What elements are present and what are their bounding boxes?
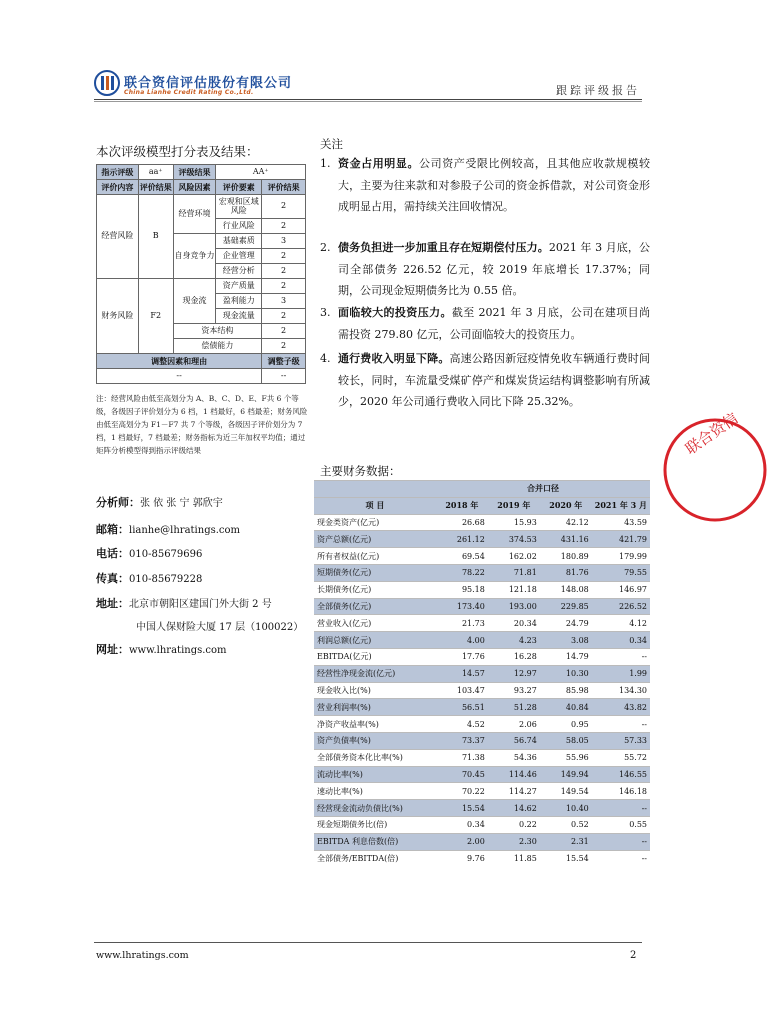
fax-line — [96, 570, 202, 586]
analysts-names: 张 依 张 宁 郭欣宇 — [140, 498, 223, 509]
table-row — [314, 682, 650, 699]
table-cell: 81.76 — [540, 564, 592, 581]
table-row — [314, 816, 650, 833]
table-cell: 173.40 — [436, 598, 488, 615]
table-cell: 企业管理 — [216, 249, 262, 264]
table-cell: 0.55 — [592, 816, 650, 833]
table-cell: 2 — [262, 339, 306, 354]
email-value[interactable]: lianhe@lhratings.com — [129, 525, 241, 536]
table-cell: 56.74 — [488, 732, 540, 749]
table-cell: 现金流量 — [216, 309, 262, 324]
fax-value: 010-85679228 — [129, 574, 203, 585]
table-cell: 149.54 — [540, 783, 592, 800]
table-cell: 11.85 — [488, 850, 540, 866]
table-cell: 73.37 — [436, 732, 488, 749]
table-cell: 12.97 — [488, 665, 540, 682]
table-cell: 合并口径 — [436, 481, 650, 498]
table-header-cell: 2021 年 3 月 — [592, 497, 650, 514]
table-cell: 自身竞争力 — [173, 234, 216, 279]
table-cell: 55.72 — [592, 749, 650, 766]
table-row — [314, 548, 650, 565]
table-cell: 16.28 — [488, 648, 540, 665]
table-cell: 26.68 — [436, 514, 488, 531]
attention-item — [320, 348, 650, 413]
email-line — [96, 521, 240, 537]
table-cell: 现金类资产(亿元) — [314, 514, 436, 531]
attention-item-heading: 资金占用明显。 — [338, 157, 420, 170]
company-name-en: China Lianhe Credit Rating Co.,Ltd. — [124, 89, 254, 96]
address-label: 地址： — [96, 597, 129, 610]
table-row — [97, 165, 306, 180]
table-cell: 162.02 — [488, 548, 540, 565]
table-row — [97, 279, 306, 294]
table-cell: 2 — [262, 264, 306, 279]
header-divider — [94, 99, 642, 100]
attention-item-heading: 面临较大的投资压力。 — [338, 306, 452, 319]
attention-item-text: 高速公路因新冠疫情免收车辆通行费时间较长，同时，车流量受煤矿停产和煤炭货运结构调整影响有所减少，2020 年公司通行费收入同比下降 25.32%。 — [338, 352, 651, 408]
table-cell: EBITDA(亿元) — [314, 648, 436, 665]
table-cell: 3.08 — [540, 632, 592, 649]
table-cell: 2 — [262, 279, 306, 294]
table-header-row — [314, 497, 650, 514]
table-cell: 70.45 — [436, 766, 488, 783]
table-cell: 基础素质 — [216, 234, 262, 249]
table-cell: 财务风险 — [97, 279, 139, 354]
company-logo-icon — [94, 70, 120, 96]
table-cell: 全部债务(亿元) — [314, 598, 436, 615]
table-row — [314, 716, 650, 733]
attention-item-text: 截至 2021 年 3 月底，公司在建项目尚需投资 279.80 亿元，公司面临较大的投资压力。 — [338, 306, 651, 341]
table-cell: 现金收入比(%) — [314, 682, 436, 699]
table-row — [314, 615, 650, 632]
table-cell: 2 — [262, 309, 306, 324]
table-row — [97, 195, 306, 219]
table-cell: 261.12 — [436, 531, 488, 548]
table-cell: 179.99 — [592, 548, 650, 565]
table-cell: 51.28 — [488, 699, 540, 716]
financial-data-table — [314, 480, 650, 866]
attention-item-number: 2. — [320, 241, 331, 254]
company-name-cn: 联合资信评估股份有限公司 — [124, 76, 293, 91]
attention-item-text: 公司资产受限比例较高，且其他应收款规模较大，主要为往来款和对参股子公司的资金拆借款，对公司资金形成明显占用，需持续关注回收情况。 — [338, 157, 651, 213]
table-cell: -- — [592, 850, 650, 866]
analysts-line — [96, 494, 223, 510]
analysts-label: 分析师： — [96, 496, 140, 509]
page-number: 2 — [630, 950, 637, 961]
financials-title: 主要财务数据： — [320, 464, 401, 478]
footer-divider — [94, 942, 642, 943]
table-cell: 4.12 — [592, 615, 650, 632]
table-cell: 全部债务资本化比率(%) — [314, 749, 436, 766]
table-cell: 短期债务(亿元) — [314, 564, 436, 581]
attention-title: 关注 — [320, 137, 343, 151]
table-cell: 10.40 — [540, 800, 592, 817]
table-cell: 15.54 — [540, 850, 592, 866]
table-cell: 148.08 — [540, 581, 592, 598]
table-cell: 193.00 — [488, 598, 540, 615]
financial-table-body — [314, 481, 650, 867]
table-cell: 14.57 — [436, 665, 488, 682]
company-seal-icon — [660, 409, 770, 525]
table-cell: 现金流 — [173, 279, 216, 324]
table-cell: 114.46 — [488, 766, 540, 783]
table-row — [314, 783, 650, 800]
attention-item — [320, 237, 650, 302]
phone-label: 电话： — [96, 547, 129, 560]
web-label: 网址： — [96, 643, 129, 656]
table-cell: 15.93 — [488, 514, 540, 531]
table-cell: 2 — [262, 219, 306, 234]
table-cell: 146.18 — [592, 783, 650, 800]
table-row — [314, 766, 650, 783]
table-cell: 评价结果 — [138, 180, 173, 195]
table-cell: 资产总额(亿元) — [314, 531, 436, 548]
table-cell: 2 — [262, 195, 306, 219]
table-cell: 2.31 — [540, 833, 592, 850]
attention-item-heading: 通行费收入明显下降。 — [338, 352, 450, 365]
table-cell: 经营分析 — [216, 264, 262, 279]
table-cell: 42.12 — [540, 514, 592, 531]
table-cell: 经营性净现金流(亿元) — [314, 665, 436, 682]
table-cell: 70.22 — [436, 783, 488, 800]
attention-item-number: 1. — [320, 157, 331, 170]
table-cell: 利润总额(亿元) — [314, 632, 436, 649]
table-cell: 2 — [262, 249, 306, 264]
table-cell: 2.06 — [488, 716, 540, 733]
table-cell: 3 — [262, 294, 306, 309]
table-cell: 114.27 — [488, 783, 540, 800]
table-cell: 速动比率(%) — [314, 783, 436, 800]
table-cell: 85.98 — [540, 682, 592, 699]
web-line — [96, 641, 227, 657]
attention-item — [320, 153, 650, 218]
table-cell: 评价内容 — [97, 180, 139, 195]
attention-item-heading: 债务负担进一步加重且存在短期偿付压力。 — [338, 241, 549, 254]
table-cell: 149.94 — [540, 766, 592, 783]
table-cell: 评价要素 — [216, 180, 262, 195]
table-cell: 2.00 — [436, 833, 488, 850]
table-cell: 0.52 — [540, 816, 592, 833]
table-cell: 4.00 — [436, 632, 488, 649]
table-cell: 长期债务(亿元) — [314, 581, 436, 598]
table-cell: -- — [592, 800, 650, 817]
table-cell: 盈利能力 — [216, 294, 262, 309]
address-line — [96, 595, 272, 611]
table-cell: 134.30 — [592, 682, 650, 699]
rating-model-table — [96, 164, 306, 384]
table-row — [314, 632, 650, 649]
table-cell: 20.34 — [488, 615, 540, 632]
table-cell: 421.79 — [592, 531, 650, 548]
table-cell: 180.89 — [540, 548, 592, 565]
table-cell: 79.55 — [592, 564, 650, 581]
email-label: 邮箱： — [96, 523, 129, 536]
table-row — [314, 481, 650, 498]
table-cell: 226.52 — [592, 598, 650, 615]
address-line-2: 中国人保财险大厦 17 层（100022） — [136, 622, 304, 633]
table-cell: 9.76 — [436, 850, 488, 866]
table-cell: 经营现金流动负债比(%) — [314, 800, 436, 817]
footer-url[interactable]: www.lhratings.com — [96, 950, 189, 961]
table-cell: -- — [592, 716, 650, 733]
table-cell: B — [138, 195, 173, 279]
table-cell: 14.62 — [488, 800, 540, 817]
table-cell: 调整因素和理由 — [97, 354, 262, 369]
table-cell: 43.59 — [592, 514, 650, 531]
web-value[interactable]: www.lhratings.com — [129, 645, 227, 656]
table-cell: 流动比率(%) — [314, 766, 436, 783]
table-header-cell: 2019 年 — [488, 497, 540, 514]
svg-text:联合资信: 联合资信 — [681, 409, 742, 459]
attention-item-number: 4. — [320, 352, 331, 365]
table-cell: -- — [97, 369, 262, 384]
table-cell: 58.05 — [540, 732, 592, 749]
table-cell: 10.30 — [540, 665, 592, 682]
table-cell: EBITDA 利息倍数(倍) — [314, 833, 436, 850]
table-row — [314, 598, 650, 615]
table-cell: 146.55 — [592, 766, 650, 783]
table-cell: 3 — [262, 234, 306, 249]
table-cell: 43.82 — [592, 699, 650, 716]
table-row — [314, 581, 650, 598]
table-cell: 0.22 — [488, 816, 540, 833]
table-cell: 营业利润率(%) — [314, 699, 436, 716]
table-cell: 69.54 — [436, 548, 488, 565]
table-cell: 57.33 — [592, 732, 650, 749]
table-cell: 24.79 — [540, 615, 592, 632]
table-cell: 55.96 — [540, 749, 592, 766]
table-cell: 调整子级 — [262, 354, 306, 369]
table-cell: F2 — [138, 279, 173, 354]
header-divider-thin — [94, 101, 642, 102]
model-footnote: 注：经营风险由低至高划分为 A、B、C、D、E、F共 6 个等级，各级因子评价划分为 6 档，1 档最好，6 档最差；财务风险由低至高划分为 F1－F7 共 7 个等级，各级因子评价划分为 7 档，1 档最好，7 档最差；财务指标为近三年加权平均值；通过矩阵分析模型得到指示评级结果 — [96, 394, 308, 455]
table-cell: 资产负债率(%) — [314, 732, 436, 749]
report-type-label: 跟踪评级报告 — [556, 84, 640, 97]
table-row — [97, 180, 306, 195]
phone-line — [96, 545, 202, 561]
table-cell: 4.52 — [436, 716, 488, 733]
table-row — [314, 531, 650, 548]
table-cell: 2 — [262, 324, 306, 339]
table-cell: 0.95 — [540, 716, 592, 733]
table-cell: 资本结构 — [173, 324, 262, 339]
attention-item-number: 3. — [320, 306, 331, 319]
table-row — [314, 833, 650, 850]
table-cell: 229.85 — [540, 598, 592, 615]
table-cell: 行业风险 — [216, 219, 262, 234]
table-row — [314, 699, 650, 716]
table-cell: 1.99 — [592, 665, 650, 682]
table-cell: -- — [592, 833, 650, 850]
table-cell: 374.53 — [488, 531, 540, 548]
table-cell: -- — [262, 369, 306, 384]
table-cell: 93.27 — [488, 682, 540, 699]
table-cell: 所有者权益(亿元) — [314, 548, 436, 565]
table-row — [314, 732, 650, 749]
model-section-title: 本次评级模型打分表及结果： — [96, 144, 259, 159]
table-cell: 评价结果 — [262, 180, 306, 195]
table-cell: 71.38 — [436, 749, 488, 766]
attention-item — [320, 302, 650, 345]
table-cell: 经营风险 — [97, 195, 139, 279]
table-cell: 17.76 — [436, 648, 488, 665]
table-cell: 0.34 — [436, 816, 488, 833]
table-cell: 经营环境 — [173, 195, 216, 234]
fax-label: 传真： — [96, 572, 129, 585]
table-cell: 15.54 — [436, 800, 488, 817]
phone-value: 010-85679696 — [129, 549, 203, 560]
table-cell: 风险因素 — [173, 180, 216, 195]
table-cell: 净资产收益率(%) — [314, 716, 436, 733]
table-cell: 431.16 — [540, 531, 592, 548]
table-cell: 121.18 — [488, 581, 540, 598]
table-row — [314, 564, 650, 581]
table-cell: 现金短期债务比(倍) — [314, 816, 436, 833]
table-cell: 全部债务/EBITDA(倍) — [314, 850, 436, 866]
table-cell: AA⁺ — [216, 165, 306, 180]
table-cell: 2.30 — [488, 833, 540, 850]
table-header-cell: 2020 年 — [540, 497, 592, 514]
table-row — [314, 648, 650, 665]
table-cell: 54.36 — [488, 749, 540, 766]
table-row — [314, 850, 650, 866]
table-header-cell: 2018 年 — [436, 497, 488, 514]
table-cell: 指示评级 — [97, 165, 139, 180]
table-cell: 14.79 — [540, 648, 592, 665]
table-header-cell: 项 目 — [314, 497, 436, 514]
table-cell: 103.47 — [436, 682, 488, 699]
address-value-1: 北京市朝阳区建国门外大街 2 号 — [129, 599, 272, 610]
table-cell: 4.23 — [488, 632, 540, 649]
table-cell: 40.84 — [540, 699, 592, 716]
table-row — [314, 665, 650, 682]
table-cell: 21.73 — [436, 615, 488, 632]
table-cell: 宏观和区域风险 — [216, 195, 262, 219]
table-cell: 71.81 — [488, 564, 540, 581]
table-cell: 95.18 — [436, 581, 488, 598]
table-cell: 评级结果 — [173, 165, 216, 180]
table-cell: 78.22 — [436, 564, 488, 581]
table-cell: 146.97 — [592, 581, 650, 598]
table-row — [97, 369, 306, 384]
table-cell: aa⁺ — [138, 165, 173, 180]
table-cell: 营业收入(亿元) — [314, 615, 436, 632]
attention-item-text: 2021 年 3 月底，公司全部债务 226.52 亿元，较 2019 年底增长 17.37%；同期，公司现金短期债务比为 0.55 倍。 — [338, 241, 651, 297]
table-row — [314, 749, 650, 766]
table-row — [97, 354, 306, 369]
table-cell: 资产质量 — [216, 279, 262, 294]
table-cell: 偿债能力 — [173, 339, 262, 354]
table-cell: 0.34 — [592, 632, 650, 649]
table-row — [314, 800, 650, 817]
table-cell: 56.51 — [436, 699, 488, 716]
table-cell — [314, 481, 436, 498]
table-cell: -- — [592, 648, 650, 665]
table-row — [314, 514, 650, 531]
